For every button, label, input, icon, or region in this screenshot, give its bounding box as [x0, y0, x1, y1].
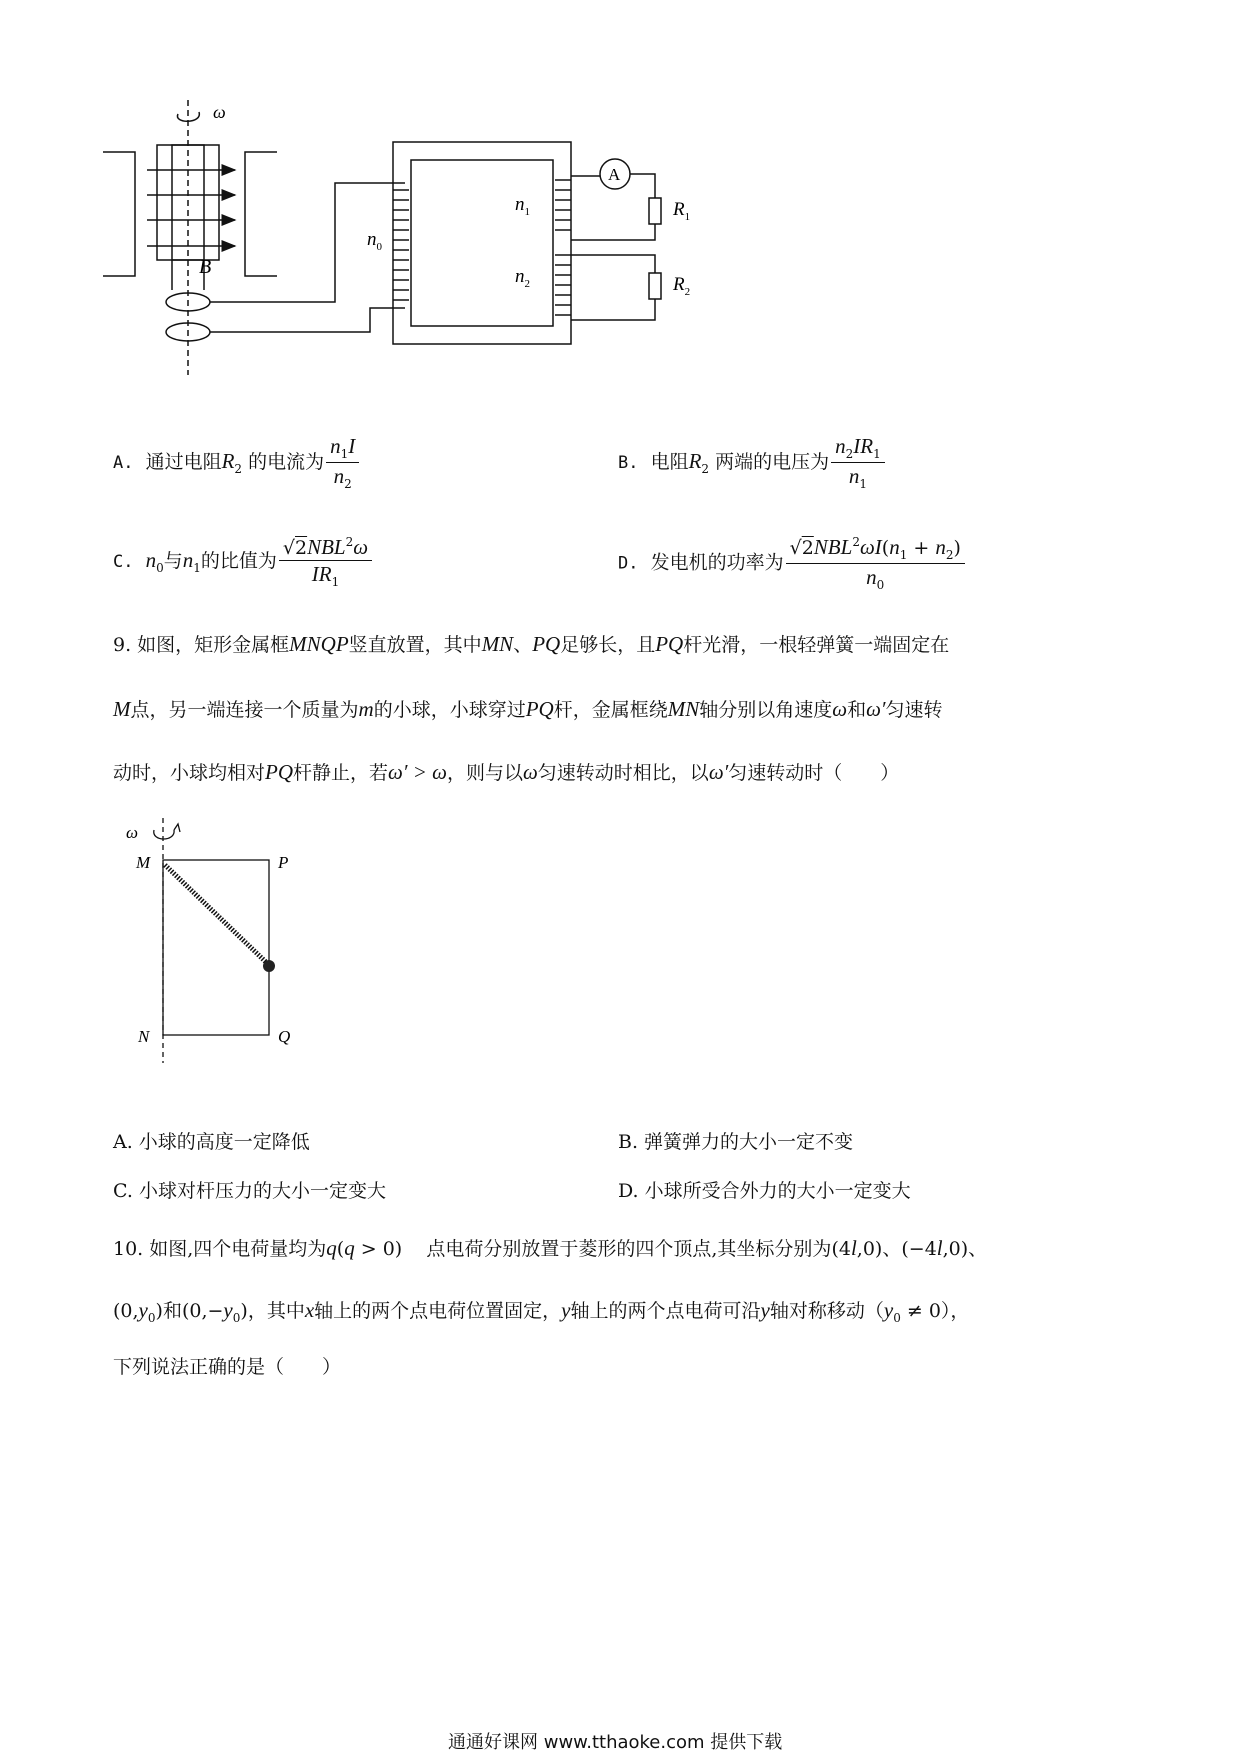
vertex-n-label: N [138, 1027, 150, 1046]
n2-label: n [515, 266, 525, 287]
r1-subscript: 1 [684, 211, 691, 223]
q9-option-d: D. 小球所受合外力的大小一定变大 [618, 1180, 911, 1202]
rotating-frame-figure [118, 808, 318, 1068]
n2-subscript: 2 [524, 278, 530, 290]
q9-line-2: M点，另一端连接一个质量为m的小球，小球穿过PQ杆，金属框绕MN轴分别以角速度ω和ω′匀速转 [113, 697, 943, 721]
q8-option-d: D. 发电机的功率为 $\frac{√2NBL^2\omega I(n_1 + n_2)}{n_0}$ [618, 536, 967, 591]
svg-text:R1 [672, 199, 690, 223]
q8-option-b: B. 电阻$R_2$ 两端的电压为 $\frac{n_2IR_1}{n_1}$ [618, 436, 887, 490]
r2-label: R [673, 274, 685, 295]
generator-transformer-figure [95, 90, 735, 380]
svg-text:n2 [515, 266, 530, 290]
n0-label: n [367, 229, 377, 250]
q9-option-b: B. 弹簧弹力的大小一定不变 [618, 1131, 854, 1153]
svg-text:n0 [367, 229, 383, 253]
q9-line-3: 动时，小球均相对PQ杆静止，若ω′ > ω，则与以ω匀速转动时相比，以ω′匀速转动时（ ） [113, 760, 900, 784]
ammeter-label: A [608, 165, 621, 184]
vertex-q-label: Q [278, 1027, 291, 1046]
n1-subscript: 1 [524, 206, 530, 218]
magnetic-field-label: B [199, 256, 212, 278]
vertex-m-label: M [136, 853, 151, 872]
r1-label: R [673, 199, 685, 220]
svg-text:n1 [515, 194, 530, 218]
svg-text:R2 [672, 274, 690, 298]
n1-label: n [515, 194, 525, 215]
q9-line-1: 9. 如图，矩形金属框MNQP竖直放置，其中MN、PQ足够长，且PQ杆光滑，一根轻弹簧一端固定在 [113, 632, 950, 656]
q10-line-3: 下列说法正确的是（ ） [113, 1356, 342, 1378]
r2-subscript: 2 [684, 286, 691, 298]
n0-subscript: 0 [376, 241, 382, 253]
omega-label: ω [213, 102, 226, 122]
page-footer: 通通好课网 www.tthaoke.com 提供下载 [448, 1732, 783, 1753]
vertex-p-label: P [278, 853, 289, 872]
q8-option-a: A. 通过电阻$R_2$ 的电流为 $\frac{n_1I}{n_2}$ [113, 436, 361, 490]
q10-line-2: $(0,y_0)$和$(0,-y_0)$，其中x轴上的两个点电荷位置固定，y轴上的两个点电荷可沿y轴对称移动$(y_0 \ne 0)$， [113, 1298, 970, 1325]
q9-option-a: A. 小球的高度一定降低 [113, 1131, 310, 1153]
omega-label: ω [126, 823, 139, 842]
q9-option-c: C. 小球对杆压力的大小一定变大 [113, 1180, 386, 1202]
q8-option-c: C. $n_0$与$n_1$的比值为 $\frac{√2NBL^2\omega}{IR_1}$ [113, 536, 374, 588]
q10-line-1: 10. 如图,四个电荷量均为q(q > 0) 点电荷分别放置于菱形的四个顶点,其坐标分别为(4l,0)、(−4l,0)、 [113, 1236, 988, 1260]
